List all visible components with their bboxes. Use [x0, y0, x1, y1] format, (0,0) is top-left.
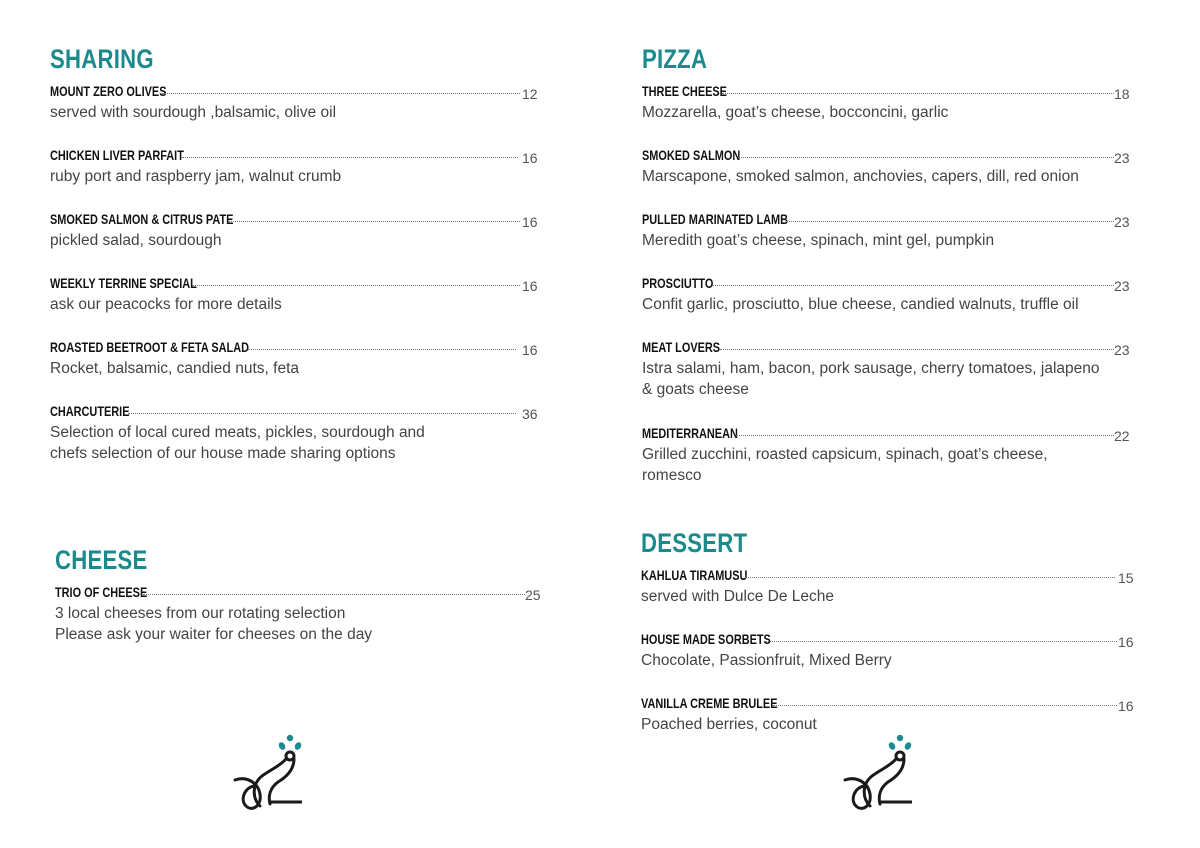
menu-item [50, 146, 540, 185]
item-name: CHICKEN LIVER PARFAIT [50, 147, 184, 163]
menu-item [641, 630, 1141, 669]
menu-item [50, 210, 540, 249]
leader-dots [765, 641, 1117, 642]
item-price: 16 [522, 342, 538, 358]
cheese-section [55, 545, 545, 655]
dessert-title: DESSERT [641, 528, 748, 558]
menu-item [50, 402, 540, 462]
pizza-title: PIZZA [642, 44, 708, 74]
sharing-title: SHARING [50, 44, 154, 74]
item-price: 16 [522, 214, 538, 230]
item-name: VANILLA CREME BRULEE [641, 695, 778, 711]
item-name: MOUNT ZERO OLIVES [50, 83, 167, 99]
item-price: 18 [1114, 86, 1130, 102]
item-description: ask our peacocks for more details [50, 296, 282, 313]
item-name: MEAT LOVERS [642, 339, 721, 355]
item-price: 36 [522, 406, 538, 422]
item-description: 3 local cheeses from our rotating selection [55, 605, 346, 622]
item-name: SMOKED SALMON [642, 147, 741, 163]
item-name: MEDITERRANEAN [642, 425, 738, 441]
item-description: Selection of local cured meats, pickles, sourdough and [50, 424, 425, 441]
menu-item [642, 338, 1142, 398]
item-name: WEEKLY TERRINE SPECIAL [50, 275, 197, 291]
menu-item [641, 694, 1141, 733]
leader-dots [722, 93, 1114, 94]
leader-dots [182, 157, 518, 158]
item-name: PROSCIUTTO [642, 275, 714, 291]
pizza-section [642, 44, 1142, 494]
leader-dots [720, 349, 1114, 350]
leader-dots [712, 285, 1114, 286]
item-price: 22 [1114, 428, 1130, 444]
menu-item [50, 274, 540, 313]
item-description: Please ask your waiter for cheeses on the day [55, 626, 373, 643]
item-name: ROASTED BEETROOT & FETA SALAD [50, 339, 249, 355]
item-price: 25 [525, 587, 541, 603]
item-price: 16 [522, 150, 538, 166]
leader-dots [786, 221, 1114, 222]
leader-dots [228, 221, 520, 222]
menu-item [641, 566, 1141, 605]
peacock-logo-icon [840, 732, 920, 818]
item-description: Mozzarella, goat’s cheese, bocconcini, garlic [642, 104, 949, 121]
leader-dots [745, 577, 1115, 578]
item-name: HOUSE MADE SORBETS [641, 631, 771, 647]
item-name: THREE CHEESE [642, 83, 727, 99]
leader-dots [128, 413, 516, 414]
menu-item [50, 338, 540, 377]
leader-dots [192, 285, 520, 286]
item-name: PULLED MARINATED LAMB [642, 211, 788, 227]
item-name: CHARCUTERIE [50, 403, 130, 419]
item-description: pickled salad, sourdough [50, 232, 222, 249]
item-description: & goats cheese [642, 381, 749, 398]
cheese-title: CHEESE [55, 545, 148, 575]
item-description: Chocolate, Passionfruit, Mixed Berry [641, 652, 892, 669]
item-price: 23 [1114, 278, 1130, 294]
leader-dots [162, 93, 520, 94]
menu-item [642, 82, 1142, 121]
item-price: 23 [1114, 150, 1130, 166]
item-description: chefs selection of our house made sharing options [50, 445, 396, 462]
item-price: 16 [522, 278, 538, 294]
dessert-section [641, 528, 1141, 738]
item-price: 12 [522, 86, 538, 102]
peacock-logo-icon [230, 732, 310, 818]
item-price: 23 [1114, 214, 1130, 230]
menu-item [55, 583, 545, 643]
item-description: Confit garlic, prosciutto, blue cheese, candied walnuts, truffle oil [642, 296, 1079, 313]
leader-dots [143, 594, 525, 595]
item-description: romesco [642, 467, 702, 484]
item-name: KAHLUA TIRAMUSU [641, 567, 748, 583]
leader-dots [738, 157, 1114, 158]
item-description: ruby port and raspberry jam, walnut crumb [50, 168, 342, 185]
menu-item [50, 82, 540, 121]
menu-item [642, 274, 1142, 313]
item-name: SMOKED SALMON & CITRUS PATE [50, 211, 234, 227]
item-description: Grilled zucchini, roasted capsicum, spinach, goat’s cheese, [642, 446, 1048, 463]
leader-dots [773, 705, 1117, 706]
item-description: served with Dulce De Leche [641, 588, 834, 605]
item-price: 15 [1118, 570, 1134, 586]
item-price: 16 [1118, 698, 1134, 714]
item-description: Istra salami, ham, bacon, pork sausage, cherry tomatoes, jalapeno [642, 360, 1100, 377]
leader-dots [736, 435, 1114, 436]
sharing-section [50, 44, 540, 474]
leader-dots [248, 349, 516, 350]
item-price: 16 [1118, 634, 1134, 650]
item-description: Marscapone, smoked salmon, anchovies, capers, dill, red onion [642, 168, 1079, 185]
item-description: Poached berries, coconut [641, 716, 817, 733]
item-name: TRIO OF CHEESE [55, 584, 148, 600]
menu-item [642, 210, 1142, 249]
item-price: 23 [1114, 342, 1130, 358]
item-description: Rocket, balsamic, candied nuts, feta [50, 360, 299, 377]
item-description: served with sourdough ,balsamic, olive oil [50, 104, 337, 121]
menu-item [642, 424, 1142, 484]
menu-item [642, 146, 1142, 185]
item-description: Meredith goat’s cheese, spinach, mint gel, pumpkin [642, 232, 995, 249]
